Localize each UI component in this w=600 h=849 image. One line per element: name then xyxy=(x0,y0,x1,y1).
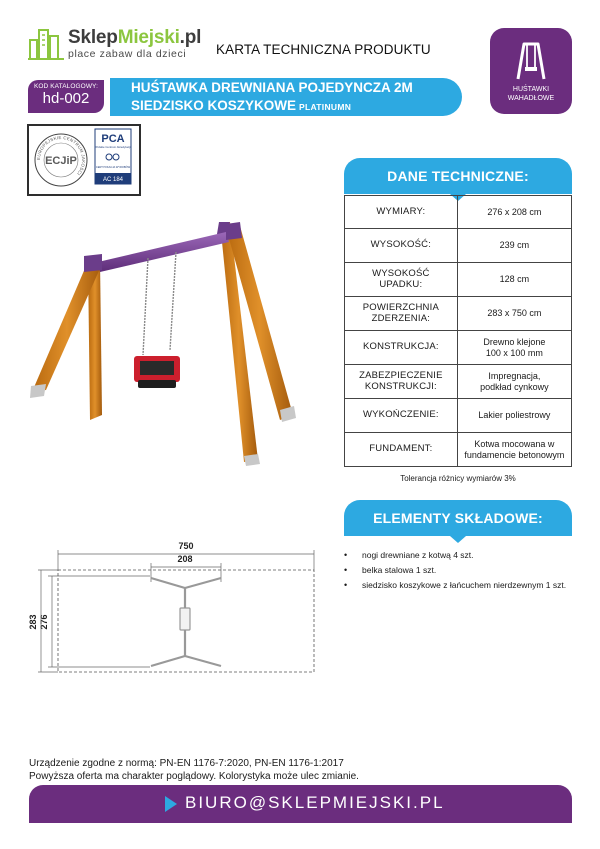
svg-text:CERTYFIKACJA WYROBÓW: CERTYFIKACJA WYROBÓW xyxy=(95,166,131,169)
tolerance-note: Tolerancja różnicy wymiarów 3% xyxy=(400,474,516,483)
elements-header: ELEMENTY SKŁADOWE: xyxy=(344,500,572,536)
row-value: 276 x 208 cm xyxy=(457,196,571,229)
row-value: Impregnacja, podkład cynkowy xyxy=(457,365,571,399)
svg-text:PCA: PCA xyxy=(101,133,125,145)
table-row xyxy=(345,229,572,263)
product-name-suffix: PLATINUMN xyxy=(299,102,352,112)
basket-seat xyxy=(134,356,180,388)
category-badge xyxy=(490,28,572,114)
row-label: WYKOŃCZENIE: xyxy=(345,399,458,433)
table-row xyxy=(345,399,572,433)
document-title: KARTA TECHNICZNA PRODUKTU xyxy=(216,42,431,57)
front-legs xyxy=(30,222,296,466)
row-value: Drewno klejone 100 x 100 mm xyxy=(457,331,571,365)
offer-note: Powyższa oferta ma charakter poglądowy. Kolorystyka może ulec zmianie. xyxy=(29,771,359,782)
row-label: WYSOKOŚĆ: xyxy=(345,229,458,263)
buildings-logo-icon xyxy=(28,28,64,60)
list-item: • belka stalowa 1 szt. xyxy=(344,563,566,578)
tech-data-header: DANE TECHNICZNE: xyxy=(344,158,572,194)
row-value: 283 x 750 cm xyxy=(457,297,571,331)
dim-height-inner: 276 xyxy=(39,614,49,630)
table-row xyxy=(345,433,572,467)
row-value: Lakier poliestrowy xyxy=(457,399,571,433)
table-row xyxy=(345,297,572,331)
top-beam xyxy=(98,232,229,272)
catalog-code-label: KOD KATALOGOWY: xyxy=(33,83,99,90)
footer-bar xyxy=(29,785,572,823)
catalog-code: hd-002 xyxy=(42,90,90,107)
category-label: HUŚTAWKI WAHADŁOWE xyxy=(507,86,555,102)
dim-height-total: 283 xyxy=(28,614,38,630)
row-value: 128 cm xyxy=(457,263,571,297)
norm-note: Urządzenie zgodne z normą: PN-EN 1176-7:2020, PN-EN 1176-1:2017 xyxy=(29,758,344,769)
tech-data-table xyxy=(344,195,572,467)
brand-name: SklepMiejski.pl xyxy=(68,27,202,48)
contact-email-link[interactable]: BIURO@SKLEPMIEJSKI.PL xyxy=(185,793,445,812)
play-arrow-icon xyxy=(165,796,177,812)
catalog-code-box xyxy=(28,80,104,113)
row-value: 239 cm xyxy=(457,229,571,263)
dim-width-total: 750 xyxy=(178,541,194,551)
table-row xyxy=(345,331,572,365)
dim-width-inner: 208 xyxy=(177,554,193,564)
product-image xyxy=(18,210,323,475)
certificates-graphic xyxy=(29,126,139,194)
swing-icon xyxy=(512,41,550,81)
pca-badge xyxy=(95,129,131,184)
svg-text:ECJiP: ECJiP xyxy=(45,155,77,167)
ecjip-seal xyxy=(35,134,87,186)
certificates-box xyxy=(27,124,141,196)
svg-text:Polskie Centrum Akredytacji: Polskie Centrum Akredytacji xyxy=(95,145,131,149)
list-item: • nogi drewniane z kotwą 4 szt. xyxy=(344,548,566,563)
row-label: WYMIARY: xyxy=(345,196,458,229)
brand-tagline: place zabaw dla dzieci xyxy=(68,48,187,60)
row-value: Kotwa mocowana w fundamencie betonowym xyxy=(457,433,571,467)
row-label: ZABEZPIECZENIE KONSTRUKCJI: xyxy=(345,365,458,399)
list-item: • siedzisko koszykowe z łańcuchem nierdzewnym 1 szt. xyxy=(344,578,566,593)
table-row xyxy=(345,263,572,297)
brand-logo[interactable] xyxy=(28,28,201,60)
table-row xyxy=(345,365,572,399)
row-label: KONSTRUKCJA: xyxy=(345,331,458,365)
svg-text:EUROPEJSKIE CENTRUM JAKOŚCI: EUROPEJSKIE CENTRUM JAKOŚCI xyxy=(35,134,87,177)
svg-text:AC 184: AC 184 xyxy=(102,177,124,183)
product-name-line2: SIEDZISKO KOSZYKOWE PLATINUMN xyxy=(131,98,352,113)
rear-legs xyxy=(88,222,258,462)
swing-chains xyxy=(143,252,176,355)
product-name-line1: HUŚTAWKA DREWNIANA POJEDYNCZA 2M xyxy=(131,80,413,95)
row-label: WYSOKOŚĆ UPADKU: xyxy=(345,263,458,297)
plan-view-diagram xyxy=(24,538,324,688)
row-label: POWIERZCHNIA ZDERZENIA: xyxy=(345,297,458,331)
table-row xyxy=(345,196,572,229)
row-label: FUNDAMENT: xyxy=(345,433,458,467)
elements-list xyxy=(344,548,566,593)
